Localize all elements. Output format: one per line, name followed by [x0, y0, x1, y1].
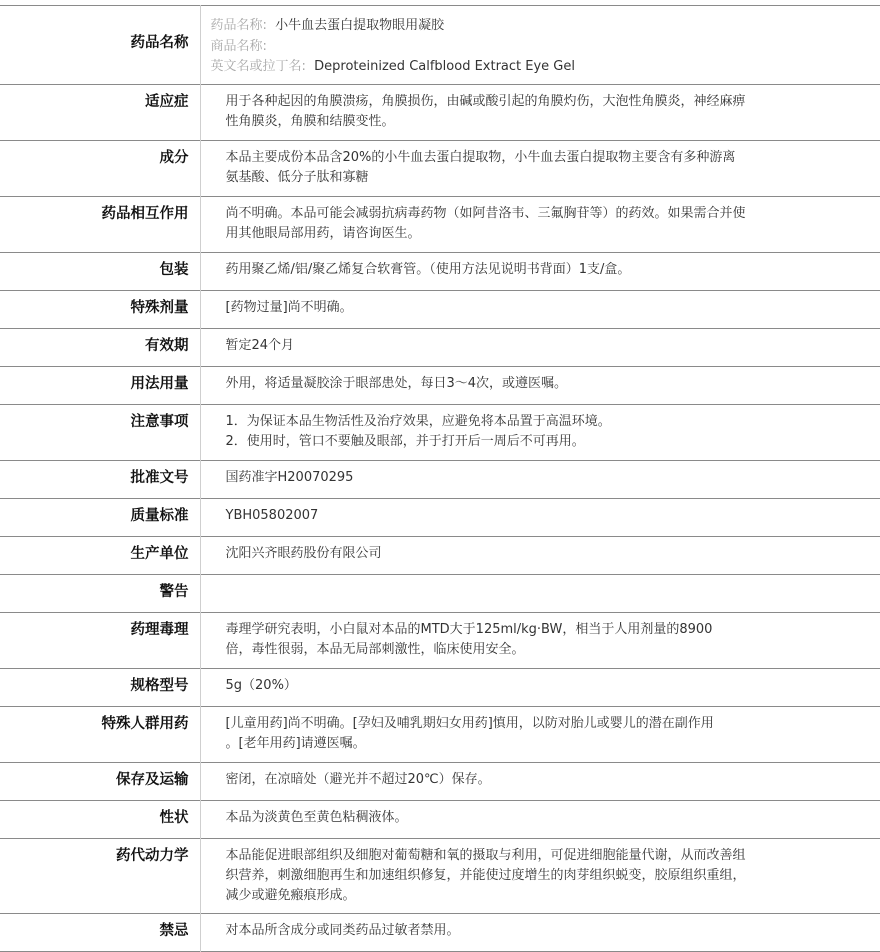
info-row: [0, 460, 880, 498]
info-row: [0, 913, 880, 951]
row-label-text: 药代动力学: [116, 847, 189, 864]
row-label-text: 性状: [159, 809, 189, 826]
row-label-text: 药品相互作用: [101, 205, 189, 222]
info-row: [0, 536, 880, 574]
row-label: [0, 290, 200, 328]
info-row: [0, 838, 880, 913]
row-value-line: [药物过量]尚不明确。: [225, 299, 353, 315]
row-label: [0, 196, 200, 252]
row-value: [200, 84, 880, 140]
row-label-text: 规格型号: [130, 677, 189, 694]
row-label: [0, 404, 200, 460]
row-value: [200, 498, 880, 536]
info-row: [0, 800, 880, 838]
row-label-text: 批准文号: [130, 469, 189, 486]
row-label: [0, 366, 200, 404]
generic-name-value: 小牛血去蛋白提取物眼用凝胶: [275, 18, 445, 33]
row-label-text: 质量标准: [130, 507, 189, 524]
row-label: [0, 140, 200, 196]
info-row: [0, 196, 880, 252]
row-value: [200, 140, 880, 196]
row-drug-name: [0, 6, 880, 85]
row-value-line: 用其他眼局部用药，请咨询医生。: [225, 225, 421, 241]
trade-name-label: 商品名称:: [210, 38, 267, 54]
row-label: [0, 84, 200, 140]
row-value: [200, 536, 880, 574]
generic-name-label: 药品名称:: [210, 18, 267, 33]
row-label: [0, 706, 200, 762]
row-value: [200, 838, 880, 913]
info-row: [0, 84, 880, 140]
row-value-line: 本品能促进眼部组织及细胞对葡萄糖和氧的摄取与利用，可促进细胞能量代谢，从而改善组: [225, 847, 746, 863]
row-label: [0, 668, 200, 706]
info-row: [0, 574, 880, 612]
trade-name-line: [211, 37, 861, 58]
row-value: [200, 366, 880, 404]
row-value: [200, 460, 880, 498]
row-value: [200, 290, 880, 328]
row-label: [0, 498, 200, 536]
row-label-text: 生产单位: [130, 545, 189, 562]
row-value: [200, 6, 880, 85]
info-row: [0, 612, 880, 668]
row-label-text: 用法用量: [130, 375, 189, 392]
row-value: [200, 196, 880, 252]
row-value-line: 对本品所含成分或同类药品过敏者禁用。: [225, 922, 460, 938]
row-label-text: 适应症: [145, 93, 189, 110]
row-value-line: 尚不明确。本品可能会减弱抗病毒药物（如阿昔洛韦、三氟胸苷等）的药效。如果需合并使: [225, 205, 746, 221]
row-label-text: 有效期: [145, 337, 189, 354]
drug-info-table: [0, 5, 880, 952]
info-row: [0, 404, 880, 460]
row-value: [200, 404, 880, 460]
row-label-text: 警告: [159, 583, 189, 600]
row-value-line: 织营养，刺激细胞再生和加速组织修复，并能使过度增生的肉芽组织蜕变，胶原组织重组，: [225, 867, 746, 883]
row-label: [0, 838, 200, 913]
row-label-text: 特殊剂量: [130, 299, 189, 316]
info-row: [0, 140, 880, 196]
generic-name-line: [211, 16, 861, 37]
info-row: [0, 328, 880, 366]
row-value-line: 药用聚乙烯/铝/聚乙烯复合软膏管。（使用方法见说明书背面）1支/盒。: [225, 261, 631, 277]
row-value: [200, 252, 880, 290]
row-label: [0, 762, 200, 800]
row-value-line: YBH05802007: [225, 507, 319, 523]
row-label: [0, 536, 200, 574]
english-name-label: 英文名或拉丁名:: [210, 59, 306, 74]
row-value-line: 1．为保证本品生物活性及治疗效果，应避免将本品置于高温环境。: [225, 413, 611, 429]
english-name-line: [211, 57, 861, 78]
row-value-line: 密闭，在凉暗处（避光并不超过20℃）保存。: [225, 771, 491, 787]
info-row: [0, 668, 880, 706]
english-name-value: Deproteinized Calfblood Extract Eye Gel: [314, 59, 575, 74]
row-label-text: 禁忌: [159, 922, 189, 939]
row-label: [0, 913, 200, 951]
row-value-line: [儿童用药]尚不明确。[孕妇及哺乳期妇女用药]慎用，以防对胎儿或婴儿的潜在副作用: [225, 715, 714, 731]
info-row: [0, 290, 880, 328]
row-label: [0, 6, 200, 85]
row-value-line: 5g（20%）: [225, 677, 297, 693]
row-label: [0, 328, 200, 366]
row-label-text: 药理毒理: [130, 621, 189, 638]
row-value-line: 性角膜炎，角膜和结膜变性。: [225, 113, 395, 129]
row-label-text: 药品名称: [130, 35, 189, 51]
row-value-line: 。[老年用药]请遵医嘱。: [225, 735, 366, 751]
row-label-text: 成分: [159, 149, 189, 166]
row-value-line: 2．使用时，管口不要触及眼部，并于打开后一周后不可再用。: [225, 433, 585, 449]
row-value: [200, 800, 880, 838]
row-value-line: 本品为淡黄色至黄色粘稠液体。: [225, 809, 408, 825]
row-value: [200, 762, 880, 800]
row-value-line: 沈阳兴齐眼药股份有限公司: [225, 545, 382, 561]
info-row: [0, 706, 880, 762]
row-label-text: 特殊人群用药: [101, 715, 189, 732]
row-value-line: 国药准字H20070295: [225, 469, 354, 485]
row-value: [200, 574, 880, 612]
row-value-line: 氨基酸、低分子肽和寡糖: [225, 169, 369, 185]
row-value-line: 用于各种起因的角膜溃疡，角膜损伤，由碱或酸引起的角膜灼伤，大泡性角膜炎，神经麻痹: [225, 93, 746, 109]
row-label: [0, 460, 200, 498]
row-value: [200, 328, 880, 366]
info-row: [0, 762, 880, 800]
row-label: [0, 612, 200, 668]
info-row: [0, 498, 880, 536]
row-value-line: 暂定24个月: [225, 337, 295, 353]
row-value-line: 倍，毒性很弱，本品无局部刺激性，临床使用安全。: [225, 641, 525, 657]
row-label-text: 注意事项: [130, 413, 189, 430]
row-value: [200, 668, 880, 706]
row-value: [200, 706, 880, 762]
row-value-line: 本品主要成份本品含20%的小牛血去蛋白提取物，小牛血去蛋白提取物主要含有多种游离: [225, 149, 736, 165]
row-label-text: 保存及运输: [116, 771, 189, 788]
row-label: [0, 800, 200, 838]
row-label-text: 包装: [159, 261, 189, 278]
info-row: [0, 252, 880, 290]
row-value: [200, 612, 880, 668]
row-value-line: 减少或避免瘢痕形成。: [225, 887, 356, 903]
row-label: [0, 252, 200, 290]
row-value-line: 毒理学研究表明，小白鼠对本品的MTD大于125ml/kg·BW，相当于人用剂量的8900: [225, 621, 713, 637]
row-value-line: 外用，将适量凝胶涂于眼部患处，每日3～4次，或遵医嘱。: [225, 375, 568, 391]
info-row: [0, 366, 880, 404]
row-value: [200, 913, 880, 951]
row-label: [0, 574, 200, 612]
